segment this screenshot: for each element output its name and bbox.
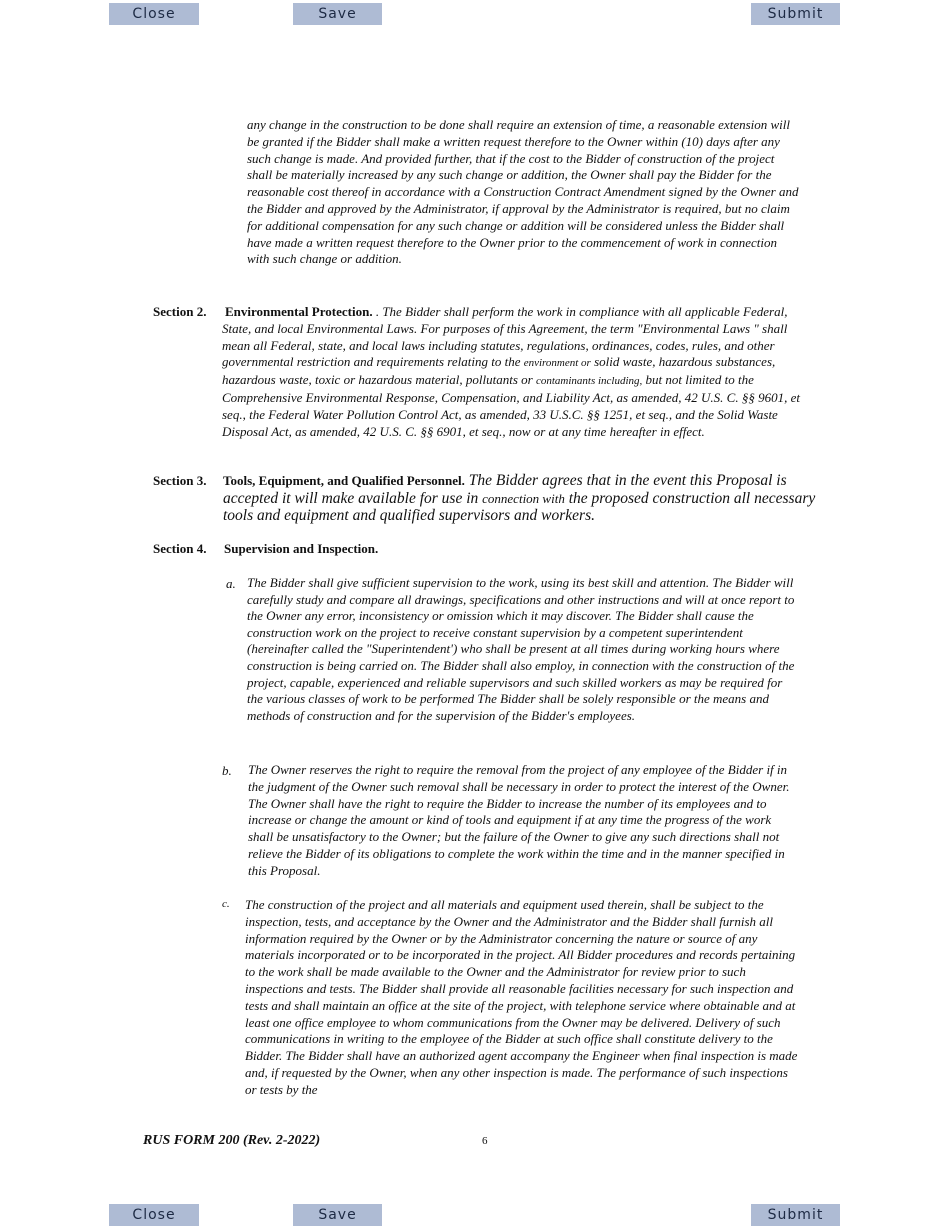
item-b — [248, 762, 796, 880]
item-c-label: c. — [222, 898, 230, 910]
item-c — [245, 897, 801, 1099]
item-b-text: The Owner reserves the right to require the removal from the project of any employee of the Bidder if in the judgment of the Owner such removal shall be necessary in order to protect the interest of the Owner. The Owner shall have the right to require the Bidder to increase the number of its employees and to increase or change the amount or kind of tools and equipment if at any time the progress of the work shall be unsatisfactory to the Owner; but the failure of the Owner to give any such directions shall not relieve the Bidder of its obligations to complete the work within the time and in the manner specified in this Proposal. — [248, 762, 790, 878]
item-a-text: The Bidder shall give sufficient supervision to the work, using its best skill and attention. The Bidder will carefully study and compare all drawings, specifications and other instructions and will at once report to the Owner any error, inconsistency or omission which it may discover. The Bidder shall cause the construction work on the project to receive constant supervision by a competent superintendent (hereinafter called the "Superintendent') who shall be present at all times during working hours where construction is being carried on. The Bidder shall also employ, in connection with the construction of the project, capable, experienced and reliable supervisors and such skilled workers as may be required for the various classes of work to be performed The Bidder shall be solely responsible or the means and methods of construction and for the supervision of the Bidder's employees. — [247, 575, 795, 723]
section-2-text-b: environment or — [523, 357, 591, 370]
form-identifier: RUS FORM 200 (Rev. 2-2022) — [143, 1133, 321, 1148]
submit-button[interactable]: Submit — [751, 3, 840, 25]
continued-text: any change in the construction to be done shall require an extension of time, a reasonable extension will be granted if the Bidder shall make a written request therefore to the Owner within (10) days after any such change is made. And provided further, that if the cost to the Bidder of construction of the project shall be materially increased by any such change or addition, the Owner shall pay the Bidder for the reasonable cost thereof in accordance with a Construction Contract Amendment signed by the Owner and the Bidder and approved by the Administrator, if approval by the Administrator is required, but no claim for additional compensation for any such change or addition will be considered unless the Bidder shall have made a written request therefore to the Owner prior to the commencement of work in connection with such change or addition. — [247, 117, 799, 267]
section-2-number: Section 2. — [153, 304, 207, 319]
continued-paragraph — [247, 117, 800, 268]
save-button[interactable]: Save — [293, 3, 382, 25]
item-c-text: The construction of the project and all materials and equipment used therein, shall be subject to the inspection, tests, and acceptance by the Owner and the Administrator and the Bidder shall furnish all information required by the Owner or by the Administrator concerning the nature or source of any materials incorporated or to be incorporated in the project. All Bidder procedures and records pertaining to the work shall be made available to the Owner and the Administrator for review prior to such inspections and tests. The Bidder shall provide all reasonable facilities necessary for such inspection and tests and shall maintain an office at the site of the project, with telephone service where obtainable and at least one office employee to whom communications from the Owner may be delivered. Delivery of such communications in writing to the employee of the Bidder at such office shall constitute delivery to the Bidder. The Bidder shall have an authorized agent accompany the Engineer when final inspection is made and, if requested by the Owner, when any other inspection is made. The performance of such inspections or tests by the — [245, 897, 798, 1097]
section-2-title: Environmental Protection. — [225, 304, 373, 319]
section-2-text-d: contaminants including, — [535, 375, 643, 388]
close-button[interactable]: Close — [109, 3, 199, 25]
section-2-text-a: . The Bidder shall perform the work in compliance with all applicable Federal, State, and local Environmental Laws. For purposes of this Agreement, the term "Environmental Laws " shall mean all Federal, state, and local laws including statutes, regulations, ordinances, codes, rules, and other governmental restriction and requirements relating to the — [222, 304, 788, 370]
section-3-text-b: connection with — [482, 490, 565, 506]
item-b-label: b. — [222, 763, 232, 778]
save-button-bottom[interactable]: Save — [293, 1204, 382, 1226]
section-3-text-c: the proposed construction all necessary tools and equipment and qualified supervisors and workers. — [223, 489, 816, 524]
section-4-number: Section 4. — [153, 541, 207, 556]
page-number: 6 — [482, 1135, 488, 1147]
section-2-text-e: but not limited to the Comprehensive Environmental Response, Compensation, and Liability Act, as amended, 42 U.S. C. §§ 9601, et seq., the Federal Water Pollution Control Act, as amended, 33 U.S.C. §§ 1251, et seq., and the Solid Waste Disposal Act, as amended, 42 U.S. C. §§ 6901, et seq., now or at any time hereafter in effect. — [222, 372, 800, 439]
section-2-body — [222, 304, 804, 440]
close-button-bottom[interactable]: Close — [109, 1204, 199, 1226]
section-4-title: Supervision and Inspection. — [224, 541, 379, 556]
section-3-title: Tools, Equipment, and Qualified Personnel. — [223, 473, 465, 488]
item-a — [247, 575, 797, 724]
section-3-body — [223, 472, 833, 525]
item-a-label: a. — [226, 576, 236, 591]
section-2-text-c: solid waste, hazardous substances, hazardous waste, toxic or hazardous material, pollutants or — [222, 354, 776, 388]
section-3-number: Section 3. — [153, 473, 207, 488]
submit-button-bottom[interactable]: Submit — [751, 1204, 840, 1226]
section-3-text-a: The Bidder agrees that in the event this Proposal is accepted it will make available for use in — [223, 472, 787, 507]
